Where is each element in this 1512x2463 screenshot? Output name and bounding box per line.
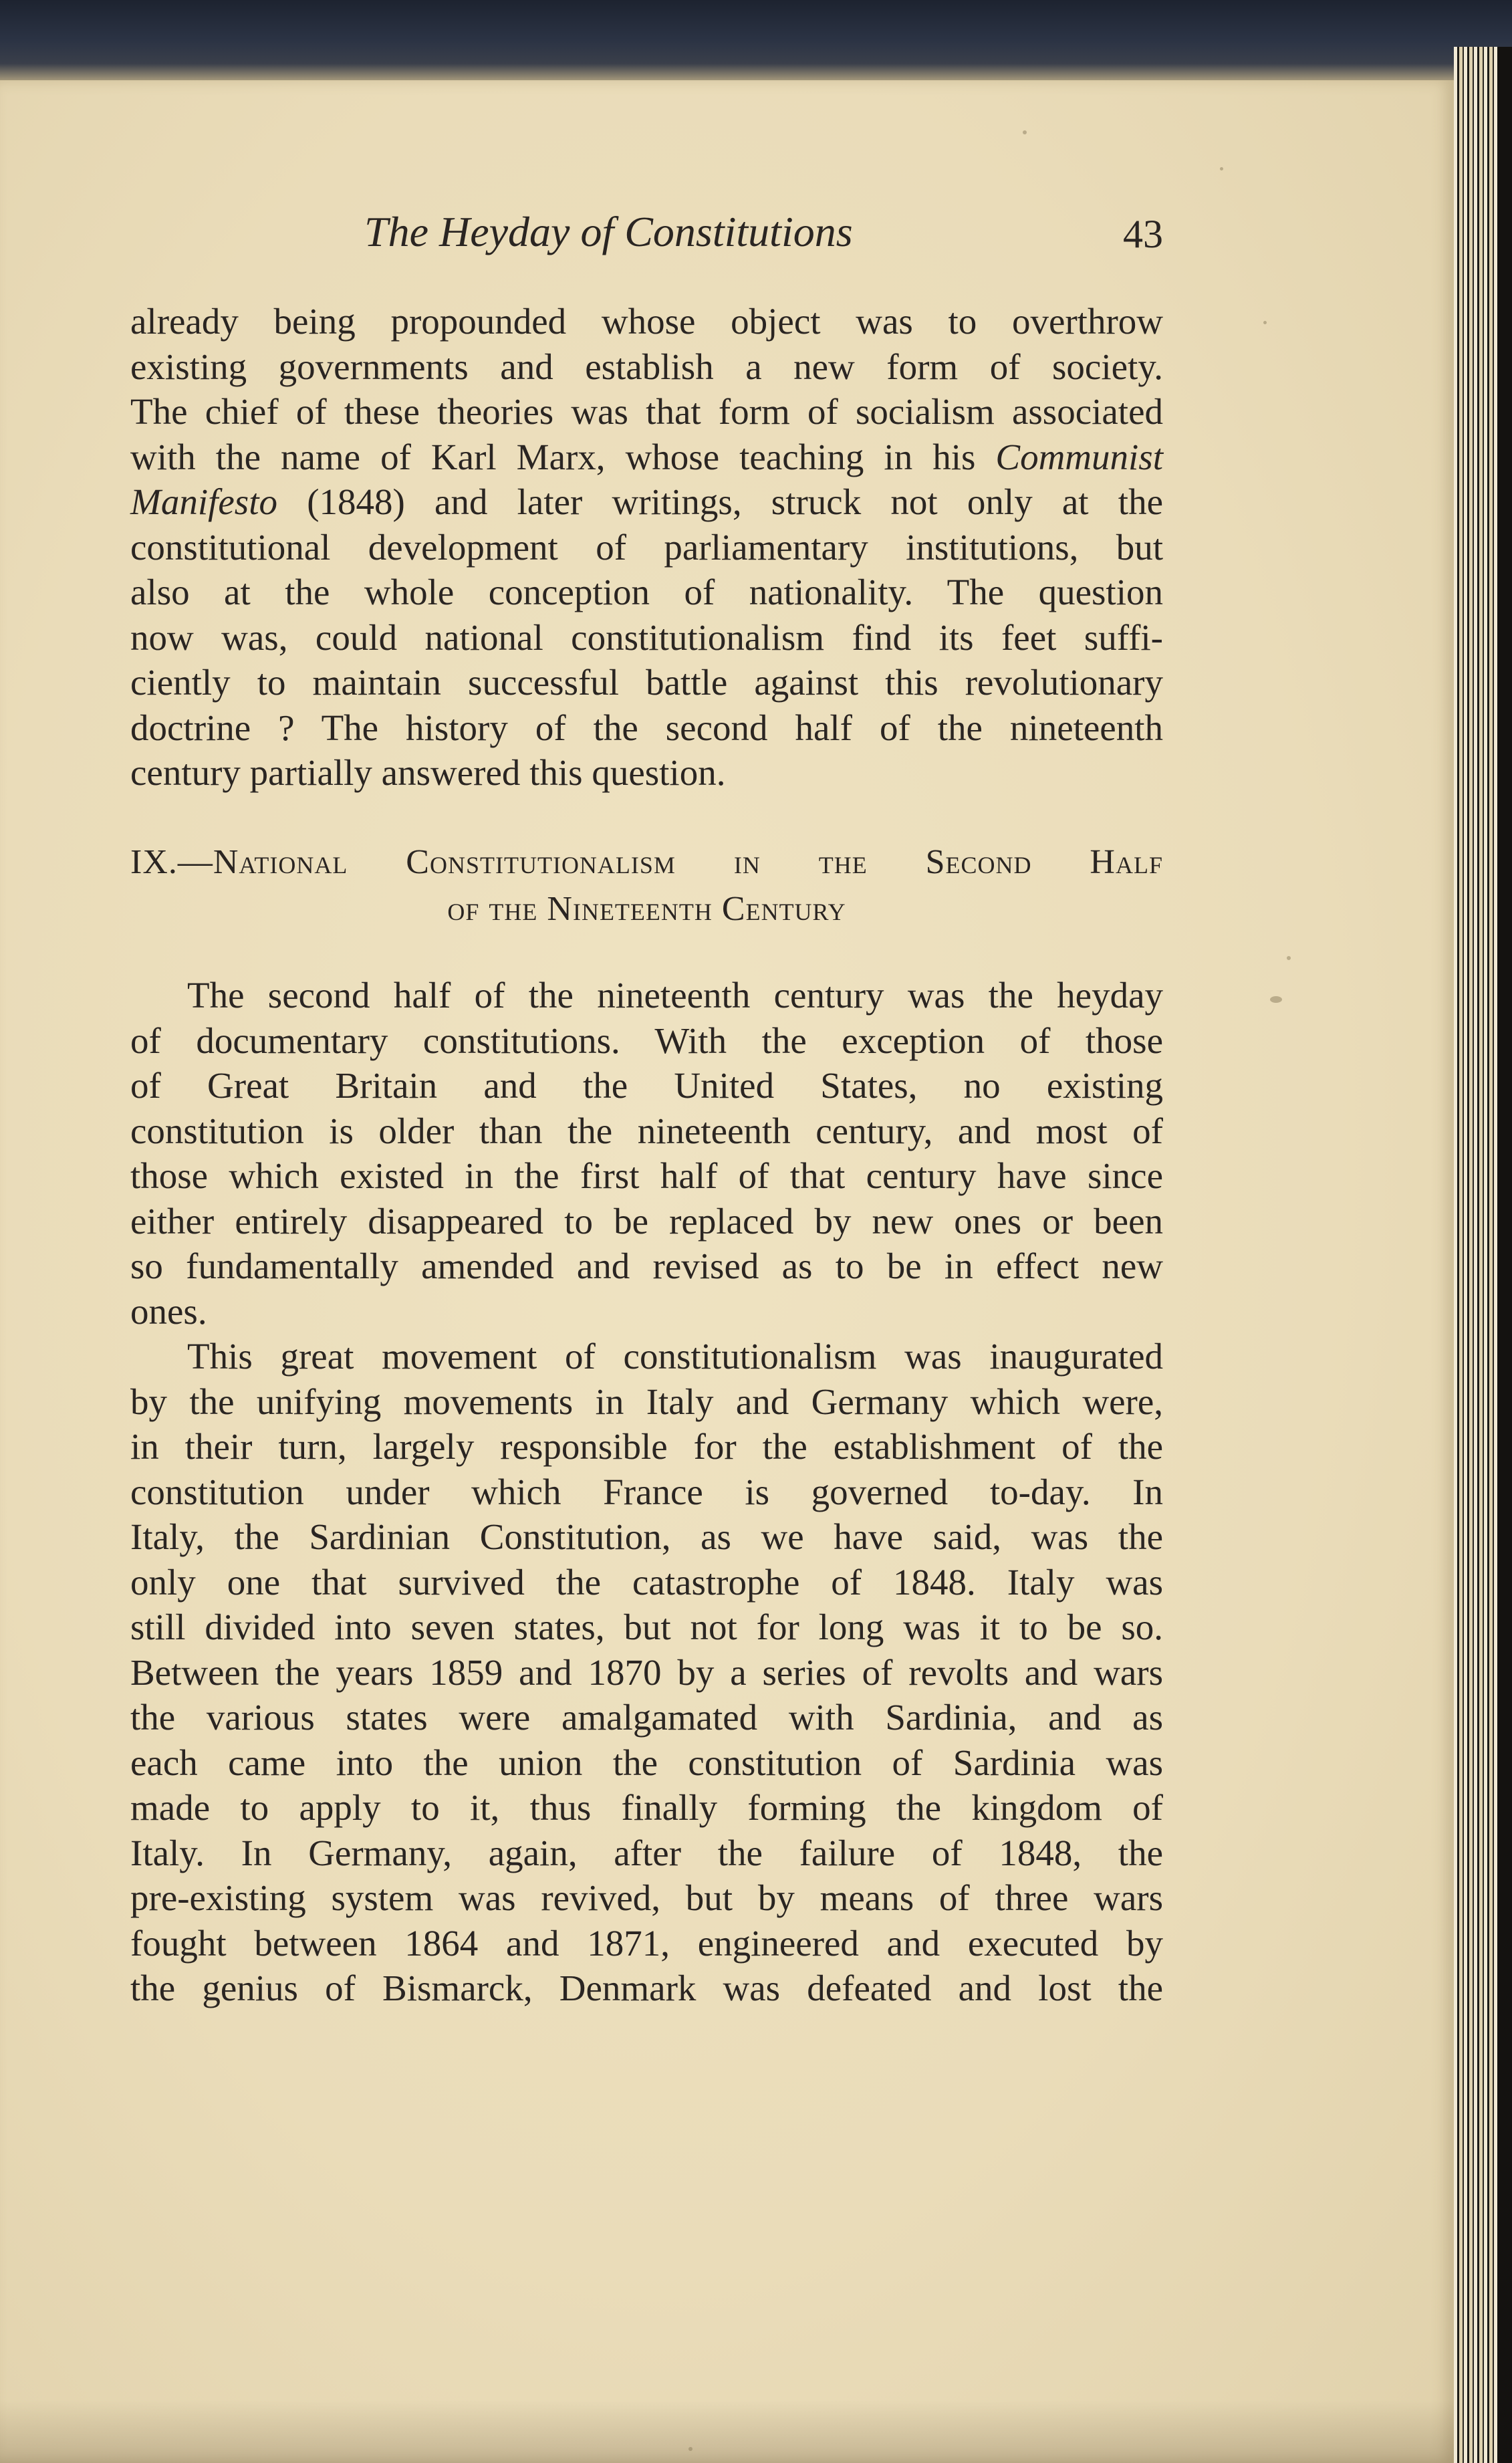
- section-heading-line-2: of the Nineteenth Century: [447, 890, 846, 928]
- text-line: the various states were amalgamated with Sardinia, and as: [130, 1697, 1163, 1738]
- page-edges: [1454, 47, 1512, 2463]
- paper-speck: [1220, 167, 1223, 170]
- paper-speck: [1263, 321, 1267, 324]
- text-run: with the name of Karl Marx, whose teaching in his: [130, 436, 996, 477]
- text-run: (1848) and later writings, struck not only at the: [277, 481, 1163, 522]
- text-line: made to apply to it, thus finally forming the kingdom of: [130, 1787, 1163, 1828]
- paragraph-2: [130, 973, 1163, 1334]
- book-cover-edge: [1497, 47, 1512, 2463]
- text-line: either entirely disappeared to be replaced by new ones or been: [130, 1200, 1163, 1242]
- text-line: now was, could national constitutionalism find its feet suffi-: [130, 616, 1163, 658]
- text-line: constitutional development of parliamentary institutions, but: [130, 526, 1163, 568]
- text-line: each came into the union the constitution of Sardinia was: [130, 1742, 1163, 1783]
- text-line: This great movement of constitutionalism was inaugurated: [187, 1336, 1163, 1377]
- text-line: also at the whole conception of nationality. The question: [130, 572, 1163, 612]
- text-line: ones.: [130, 1290, 207, 1332]
- text-line: Between the years 1859 and 1870 by a series of revolts and wars: [130, 1651, 1163, 1693]
- text-line: century partially answered this question.: [130, 752, 726, 793]
- text-line: so fundamentally amended and revised as to be in effect new: [130, 1246, 1163, 1286]
- text-line: pre-existing system was revived, but by means of three wars: [130, 1877, 1163, 1918]
- running-header: [130, 207, 1163, 261]
- text-line: Italy, the Sardinian Constitution, as we have said, was the: [130, 1516, 1163, 1557]
- section-heading-line-1: IX.—National Constitutionalism in the Second Half: [130, 843, 1163, 881]
- paragraph-3: [130, 1334, 1163, 2011]
- text-line: those which existed in the first half of that century have since: [130, 1155, 1163, 1196]
- section-heading: [130, 839, 1163, 933]
- text-line: The second half of the nineteenth century was the heyday: [187, 975, 1163, 1016]
- text-line: in their turn, largely responsible for the establishment of the: [130, 1426, 1163, 1467]
- bottom-shadow: [0, 2400, 1454, 2463]
- italic-title-communist: Communist: [995, 436, 1163, 477]
- text-line: by the unifying movements in Italy and Germany which were,: [130, 1381, 1163, 1422]
- text-line: fought between 1864 and 1871, engineered and executed by: [130, 1922, 1163, 1964]
- text-line: existing governments and establish a new form of society.: [130, 346, 1163, 387]
- text-line: still divided into seven states, but not for long was it to be so.: [130, 1607, 1163, 1647]
- text-line: already being propounded whose object was to overthrow: [130, 301, 1163, 342]
- text-line: the genius of Bismarck, Denmark was defeated and lost the: [130, 1968, 1163, 2008]
- text-line: doctrine ? The history of the second half of the nineteenth: [130, 707, 1163, 748]
- text-line: of Great Britain and the United States, no existing: [130, 1065, 1163, 1106]
- paragraph-1: [130, 299, 1163, 796]
- paper-speck: [1023, 130, 1027, 134]
- text-line: only one that survived the catastrophe of 1848. Italy was: [130, 1561, 1163, 1603]
- text-line: Italy. In Germany, again, after the failure of 1848, the: [130, 1832, 1163, 1873]
- italic-title-manifesto: Manifesto: [130, 481, 277, 522]
- text-line: constitution is older than the nineteenth century, and most of: [130, 1110, 1163, 1151]
- paper-speck: [1287, 956, 1291, 960]
- text-line: [130, 479, 1163, 525]
- text-line: [130, 435, 1163, 480]
- text-line: constitution under which France is governed to-day. In: [130, 1471, 1163, 1512]
- running-title: The Heyday of Constitutions: [364, 208, 853, 255]
- text-line: ciently to maintain successful battle against this revolutionary: [130, 662, 1163, 703]
- page-number: 43: [1123, 212, 1163, 256]
- text-line: of documentary constitutions. With the exception of those: [130, 1020, 1163, 1061]
- paper-speck: [1270, 996, 1282, 1003]
- paper-speck: [688, 2447, 692, 2451]
- text-line: The chief of these theories was that form of socialism associated: [130, 391, 1163, 432]
